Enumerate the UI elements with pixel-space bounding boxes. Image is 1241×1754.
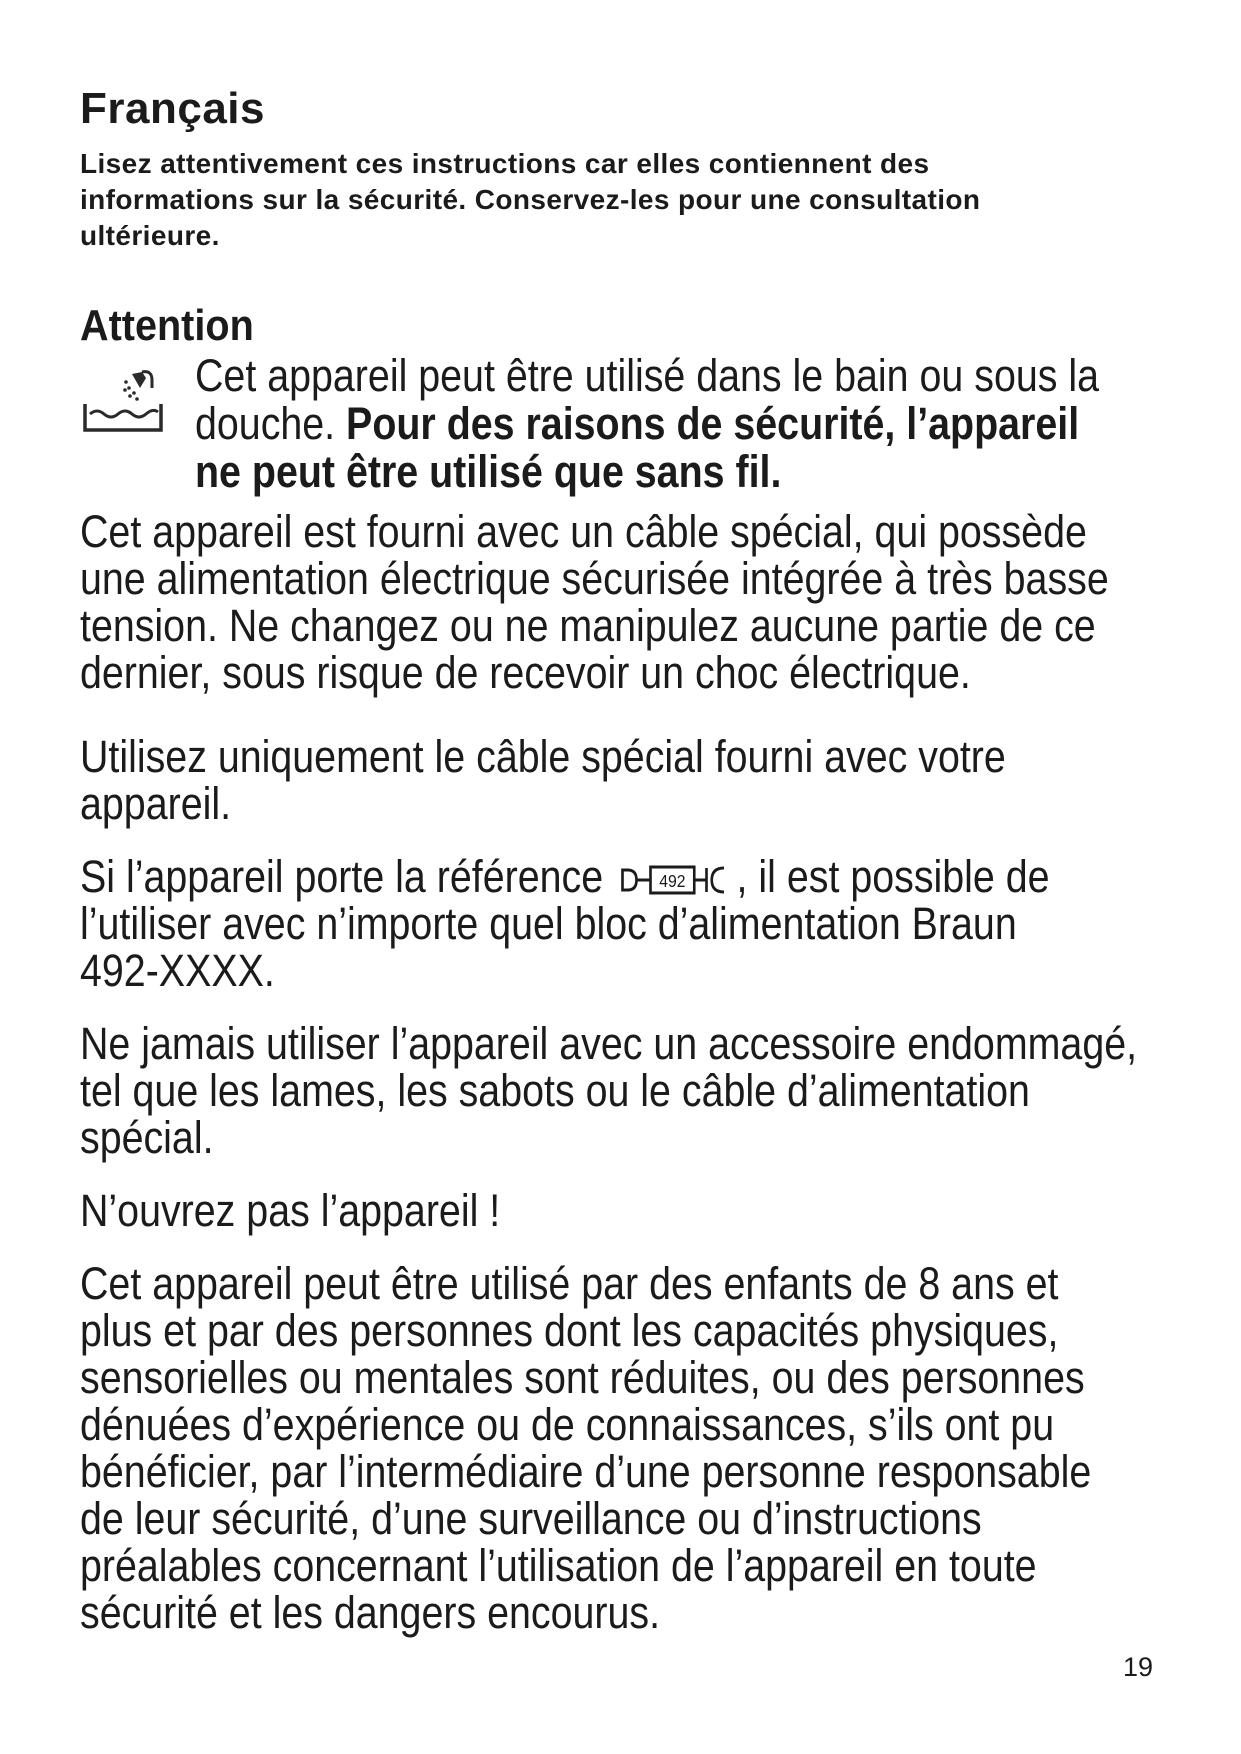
intro-line: Lisez attentivement ces instructions car elles contiennent des [80,148,930,179]
paragraph-line: de leur sécurité, d’une surveillance ou d’instructions [80,1493,982,1544]
paragraph-line: tension. Ne changez ou ne manipulez aucune partie de ce [80,600,1096,651]
paragraph-line: l’utiliser avec n’importe quel bloc d’alimentation Braun [80,898,1017,949]
language-heading: Français [80,84,265,133]
paragraph-line: dénuées d’expérience ou de connaissances, s’ils ont pu [80,1399,1055,1450]
paragraph-do-not-open [80,1187,500,1234]
warning-text [195,350,1100,497]
safety-intro [80,146,1140,254]
reference-code: 492 [659,871,686,892]
paragraph-special-cable [80,508,1109,696]
paragraph-line: Cet appareil est fourni avec un câble spécial, qui possède [80,506,1087,557]
bath-shower-icon [82,366,164,436]
paragraph-line: sécurité et les dangers encourus. [80,1587,661,1638]
paragraph-line: 492-XXXX. [80,945,275,996]
intro-line: ultérieure. [80,220,220,251]
paragraph-line: Ne jamais utiliser l’appareil avec un accessoire endommagé, [80,1018,1138,1069]
paragraph-reference [80,853,1050,994]
page-number: 19 [1122,1652,1153,1682]
warning-bold-text: Pour des raisons de sécurité, l’appareil [346,398,1080,449]
paragraph-line: dernier, sous risque de recevoir un choc électrique. [80,647,971,698]
paragraph-line: plus et par des personnes dont les capacités physiques, [80,1305,1059,1356]
paragraph-line: sensorielles ou mentales sont réduites, ou des personnes [80,1352,1085,1403]
power-plug-reference-icon [619,862,733,898]
paragraph-use-supplied-cable [80,733,1006,827]
paragraph-line: préalables concernant l’utilisation de l’appareil en toute [80,1540,1037,1591]
paragraph-line: Cet appareil peut être utilisé par des enfants de 8 ans et [80,1258,1059,1309]
paragraph-line: , il est possible de [736,851,1050,902]
paragraph-line: tel que les lames, les sabots ou le câble d’alimentation [80,1065,1030,1116]
paragraph-line: appareil. [80,778,232,829]
paragraph-line: N’ouvrez pas l’appareil ! [80,1185,501,1236]
paragraph-line: bénéficier, par l’intermédiaire d’une personne responsable [80,1446,1092,1497]
warning-line: Cet appareil peut être utilisé dans le bain ou sous la [195,350,1100,401]
warning-heading: Attention [80,301,254,350]
paragraph-line: spécial. [80,1112,214,1163]
paragraph-line: une alimentation électrique sécurisée intégrée à très basse [80,553,1109,604]
paragraph-line: Utilisez uniquement le câble spécial fourni avec votre [80,731,1006,782]
warning-bold-text: ne peut être utilisé que sans fil. [195,446,782,497]
warning-line: douche. [195,398,347,449]
paragraph-damaged-accessory [80,1020,1137,1161]
intro-line: informations sur la sécurité. Conservez-les pour une consultation [80,184,981,215]
paragraph-line: Si l’appareil porte la référence [80,851,615,902]
paragraph-children-use [80,1260,1091,1636]
